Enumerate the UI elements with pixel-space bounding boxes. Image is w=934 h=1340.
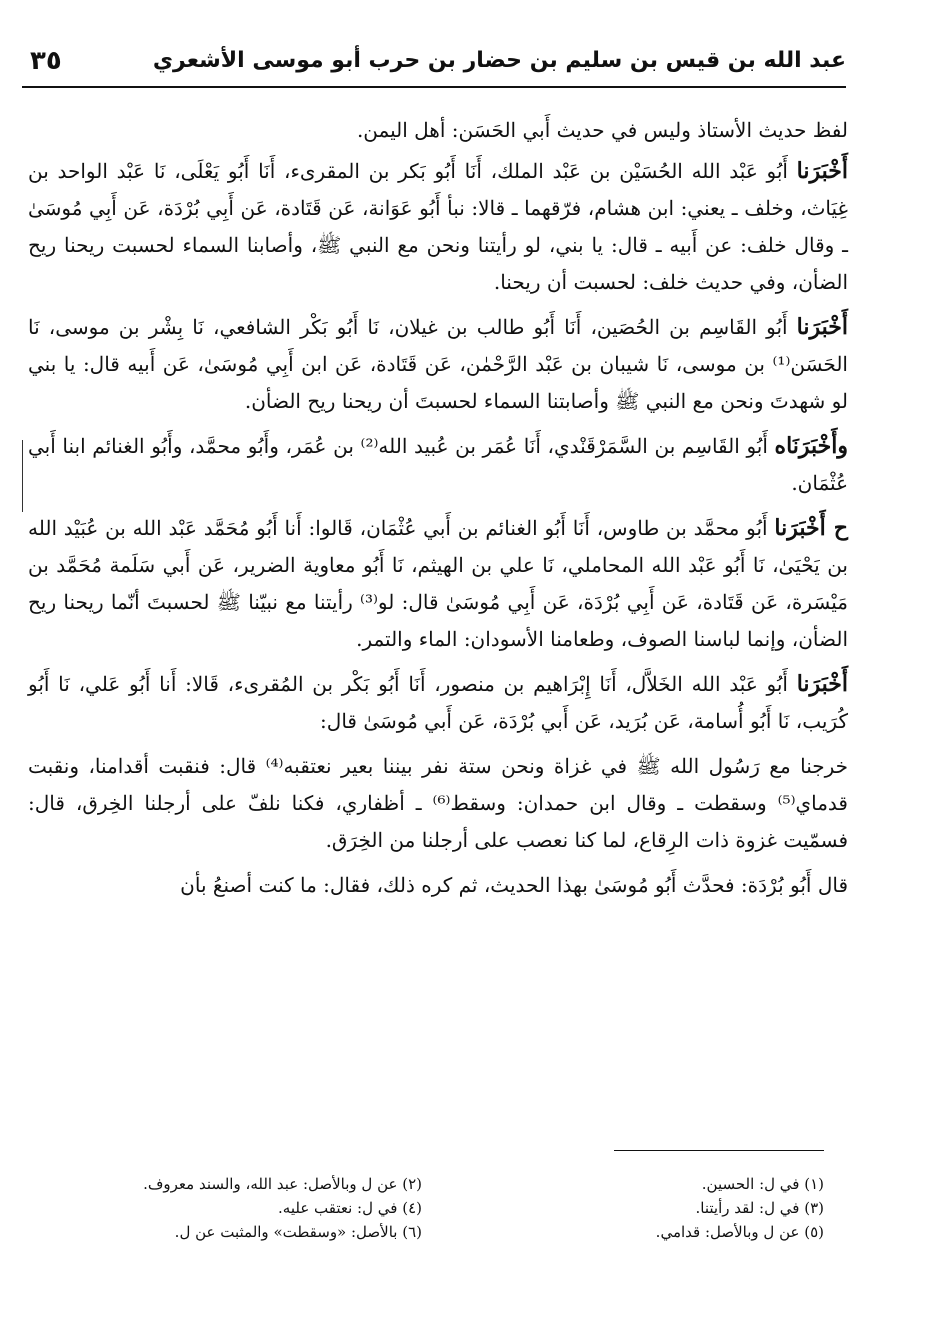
footnote-3: (٣) في ل: لقد رأيتنا. (695, 1199, 824, 1217)
margin-line (22, 440, 23, 512)
footnote-4: (٤) في ل: نعتقب عليه. (278, 1199, 422, 1217)
paragraph-text: أَبُو القَاسِم بن السَّمَرْقَنْدي، أَنَا عُمَر بن عُبيد الله⁽²⁾ بن عُمَر، وأَبُو محمَّد، وأَبُو الغنائم ابنا أَبي عُثْمَان. (28, 434, 848, 495)
paragraph-lead: أَخْبَرَنا (796, 314, 848, 340)
page-number: ٣٥ (30, 46, 62, 76)
footnote-separator (614, 1150, 824, 1151)
paragraph-text: أَبُو القَاسِم بن الحُصَين، أَنَا أَبُو طالب بن غيلان، نَا أَبُو بَكْر الشافعي، نَا بِشْر بن موسى، نَا الحَسَن⁽¹⁾ بن موسى، نَا شيبان بن عَبْد الرَّحْمٰن، عَن قَتَادة، عَن ابن أَبِي مُوسَىٰ، عَن أَبيه قال: يا بني لو شهدتَ ونحن مع النبي ﷺ وأصابتنا السماء لحسبتَ أن ريحنا ريح الضأن. (28, 315, 848, 413)
paragraph-lead: أَخْبَرَنا (796, 158, 848, 184)
footnotes (60, 1172, 824, 1244)
paragraph-2 (28, 153, 848, 301)
paragraph-lead: أَخْبَرَنا (796, 671, 849, 697)
footnote-2: (٢) عن ل وبالأصل: عبد الله، والسند معروف. (143, 1175, 422, 1193)
header-title: عبد الله بن قيس بن سليم بن حضار بن حرب أبو موسى الأشعري (152, 48, 846, 73)
paragraph-text: أَبُو عَبْد الله الحُسَيْن بن عَبْد الملك، أَنَا أَبُو بَكر بن المقرىء، أَنَا أَبُو يَعْلَى، نَا عَبْد الواحد بن غِيَاث، وخلف ـ يعني: ابن هشام، فرّقهما ـ قالا: نبأ أَبُو عَوَانة، عَن قَتَادة، عَن أَبِي بُرْدَة، عَن أَبِي مُوسَىٰ ـ وقال خلف: عن أَبيه ـ قال: يا بني، لو رأيتنا ونحن مع النبي ﷺ، وأصابنا السماء لحسبت ريحنا ريح الضأن، وفي حديث خلف: لحسبت أن ريحنا. (28, 159, 848, 294)
paragraph-5 (28, 510, 848, 658)
paragraph-1 (28, 112, 848, 149)
footnote-6: (٦) بالأصل: «وسقطت» والمثبت عن ل. (174, 1223, 422, 1241)
running-header (22, 42, 846, 88)
paragraph-8 (28, 867, 848, 904)
paragraph-lead: ح أَخْبَرَنا (774, 515, 848, 541)
paragraph-lead: وأَخْبَرَنَاه (774, 433, 849, 459)
paragraph-text: أَبُو محمَّد بن طاوس، أَنَا أَبُو الغنائم بن أَبي عُثْمَان، قَالوا: أَنا أَبُو مُحَمَّد عَبْد الله بن عُبَيْد الله بن يَحْيَىٰ، نَا أَبُو عَبْد الله المحاملي، نَا علي بن الهيثم، نَا أَبُو معاوية الضرير، عَن أَبي سَلَمة مُحَمَّد بن مَيْسَرة، عَن قَتَادة، عَن أَبِي بُرْدَة، عَن أَبِي مُوسَىٰ قال: لو⁽³⁾ رأيتنا مع نبيّنا ﷺ لحسبتَ أنّما ريحنا ريح الضأن، وإنما لباسنا الصوف، وطعامنا الأسودان: الماء والتمر. (28, 516, 848, 651)
main-text (28, 112, 848, 912)
paragraph-text: أَبُو عَبْد الله الخَلاَّل، أَنَا إِبْرَاهيم بن منصور، أَنَا أَبُو بَكْر بن المُقرىء، قَالا: أَنا أَبُو عَلي، نَا أَبُو كُرَيب، نَا أَبُو أُسامة، عَن بُرَيد، عَن أَبي بُرْدَة، عَن أَبي مُوسَىٰ قال: (28, 672, 848, 733)
footnote-5: (٥) عن ل وبالأصل: قدامي. (655, 1223, 824, 1241)
paragraph-7 (28, 748, 848, 859)
paragraph-3 (28, 309, 848, 420)
paragraph-text: خرجنا مع رَسُول الله ﷺ في غزاة ونحن ستة نفر بيننا بعير نعتقبه⁽⁴⁾ قال: فنقبت أقدامنا، ونقبت قدماي⁽⁵⁾ وسقطت ـ وقال ابن حمدان: وسقط⁽⁶⁾ ـ أظفاري، فكنا نلفّ على أرجلنا الخِرق، قال: فسمّيت غزوة ذات الرِقاع، لما كنا نعصب على أرجلنا من الخِرَق. (28, 754, 848, 852)
paragraph-text: قال أَبُو بُرْدَة: فحدَّث أَبُو مُوسَىٰ بهذا الحديث، ثم كره ذلك، فقال: ما كنت أصنعُ بأن (180, 873, 848, 897)
paragraph-text: لفظ حديث الأستاذ وليس في حديث أَبي الحَسَن: أهل اليمن. (356, 118, 848, 142)
footnote-1: (١) في ل: الحسين. (701, 1175, 824, 1193)
paragraph-6 (28, 666, 848, 740)
paragraph-4 (28, 428, 848, 502)
